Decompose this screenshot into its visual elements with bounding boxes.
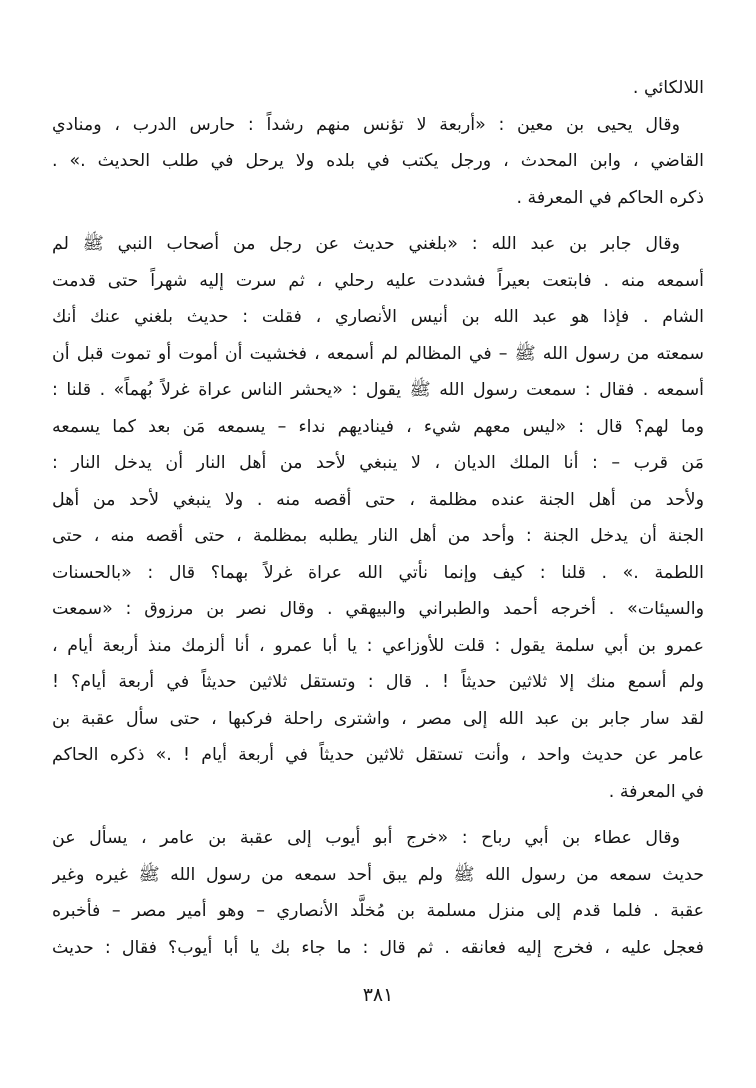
paragraph-start-line: وقال جابر بن عبد الله : «بلغني حديث عن رجل من أصحاب النبي ﷺ لم [52,234,680,254]
text-line: الجنة أن يدخل الجنة : وأحد من أهل النار يطلبه بمظلمة ، حتى أقصه منه ، حتى [52,526,704,546]
text-line: اللالكائي . [632,78,704,98]
text-line: اللطمة .» . قلنا : كيف وإنما نأتي الله عراة غرلاً بهما؟ قال : «بالحسنات [52,562,704,583]
body-text [52,70,704,966]
text-line: أسمعه . فقال : سمعت رسول الله ﷺ يقول : «يحشر الناس عراة غرلاً بُهماً» . قلنا : [52,380,704,400]
text-line: في المعرفة . [608,781,704,802]
text-line: سمعته من رسول الله ﷺ – في المظالم لم أسمعه ، فخشيت أن أموت أو تموت قبل أن [52,343,704,364]
text-line: عمرو بن أبي سلمة يقول : قلت للأوزاعي : يا أبا عمرو ، أنا ألزمك منذ أربعة أيام ، [52,635,704,656]
text-line: حديث سمعه من رسول الله ﷺ ولم يبق أحد سمعه من رسول الله ﷺ غيره وغير [52,864,704,885]
text-line: عامر عن حديث واحد ، وأنت تستقل ثلاثين حديثاً في أربعة أيام ! .» ذكره الحاكم [52,745,704,765]
paragraph-start-line: وقال عطاء بن أبي رباح : «خرج أبو أيوب إلى عقبة بن عامر ، يسأل عن [52,828,680,848]
text-line: ذكره الحاكم في المعرفة . [516,187,704,208]
text-line: ولم أسمع منك إلا ثلاثين حديثاً ! . قال : وتستقل ثلاثين حديثاً في أربعة أيام؟ ! [52,672,704,692]
text-line: الشام . فإذا هو عبد الله بن أنيس الأنصاري ، فقلت : حديث بلغني عنك أنك [52,307,704,327]
text-line: القاضي ، وابن المحدث ، ورجل يكتب في بلده ولا يرحل في طلب الحديث .» . [52,151,704,171]
text-line: عقبة . فلما قدم إلى منزل مسلمة بن مُخلَّد الأنصاري – وهو أمير مصر – فأخبره [52,901,704,921]
text-line: مَن قرب – : أنا الملك الديان ، لا ينبغي لأحد من أهل النار أن يدخل النار : [52,453,704,473]
text-line: والسيئات» . أخرجه أحمد والطبراني والبيهقي . وقال نصر بن مرزوق : «سمعت [52,599,704,619]
text-line: ولأحد من أهل الجنة عنده مظلمة ، حتى أقصه منه . ولا ينبغي لأحد من أهل [52,489,704,510]
text-line: وما لهم؟ قال : «ليس معهم شيء ، فيناديهم نداء – يسمعه مَن بعد كما يسمعه [52,416,704,437]
paragraph-start-line: وقال يحيى بن معين : «أربعة لا تؤنس منهم رشداً : حارس الدرب ، ومنادي [52,114,680,135]
text-line: أسمعه منه . فابتعت بعيراً فشددت عليه رحلي ، ثم سرت إليه شهراً حتى قدمت [52,270,704,291]
page-number: ٣٨١ [362,984,394,1006]
text-line: لقد سار جابر بن عبد الله إلى مصر ، واشترى راحلة فركبها ، حتى سأل عقبة بن [52,708,704,729]
text-line: فعجل عليه ، فخرج إليه فعانقه . ثم قال : ما جاء بك يا أبا أيوب؟ فقال : حديث [52,937,704,958]
